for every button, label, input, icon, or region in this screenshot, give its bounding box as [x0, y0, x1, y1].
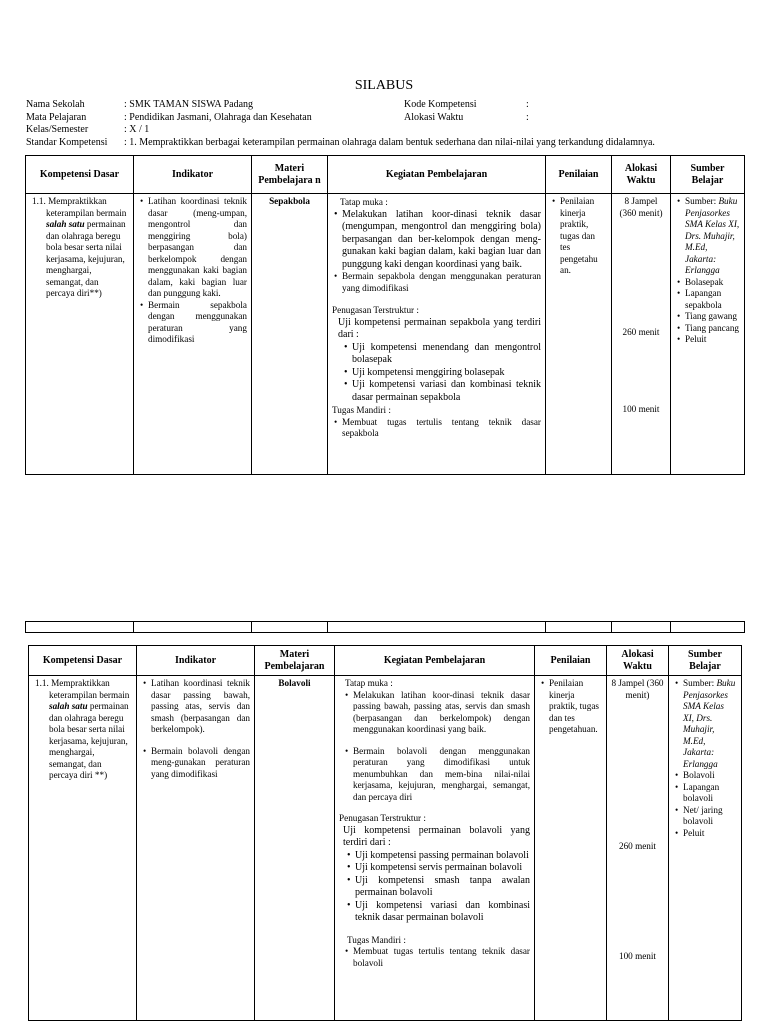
- col-header-alokasi: Alokasi Waktu: [612, 156, 671, 194]
- class-label: Kelas/Semester: [26, 124, 89, 135]
- alokasi-cell: 8 Jampel (360 menit) 260 menit 100 menit: [612, 194, 671, 475]
- indikator-cell: [137, 676, 255, 1021]
- alokasi-cell: 8 Jampel (360 menit) 260 menit 100 menit: [607, 676, 669, 1021]
- col-header-kegiatan: Kegiatan Pembelajaran: [328, 156, 546, 194]
- col-header-indikator: Indikator: [134, 156, 252, 194]
- col-header-sumber: Sumber Belajar: [671, 156, 745, 194]
- list-item: • Tiang pancang: [685, 323, 740, 335]
- sumber-cell: [669, 676, 742, 1021]
- syllabus-table-bolavoli: [28, 645, 742, 1021]
- kode-value: :: [526, 99, 529, 110]
- subject-label: Mata Pelajaran: [26, 111, 87, 123]
- col-header-materi: Materi Pembelajaran: [255, 646, 335, 676]
- list-item: • Uji kompetensi servis permainan bolavoli: [355, 862, 530, 875]
- kegiatan-cell: Tatap muka : • Melakukan latihan koor-dinasi teknik dasar (mengumpan, mengontrol dan menggiring bola) berpasangan dan ber-kelompok dengan meng-gunakan kaki bagian dalam, kaki bagian luar dan punggung kaki dengan koordinasi yang baik. • Bermain sepakbola dengan menggunakan peraturan yang dimodifikasi Penugasan Terstruktur : Uji kompetensi permainan sepakbola yang terdiri dari : • Uji kompetensi menendang dan mengontrol bolasepak • Uji kompetensi menggiring bolasepak • Uji kompetensi variasi dan kombinasi teknik dasar permainan sepakbola Tugas Mandiri : • Membuat tugas tertulis tentang teknik dasar sepakbola: [328, 194, 546, 475]
- list-item: • Bermain sepakbola dengan menggunakan peraturan yang dimodifikasi: [342, 271, 541, 294]
- list-item: • Uji kompetensi smash tanpa awalan permainan bolavoli: [355, 875, 530, 900]
- kd-cell: 1.1. Mempraktikkan keterampilan bermain salah satu permainan dan olahraga beregu bola besar serta nilai kerjasama, kejujuran, menghargai, semangat, dan percaya diri**): [26, 194, 134, 475]
- list-item: • Melakukan latihan koor-dinasi teknik dasar passing bawah, passing atas, servis dan smash (berpasangan dan berkelompok) dengan menggunakan koordinasi yang baik.: [353, 690, 530, 736]
- col-header-sumber: Sumber Belajar: [669, 646, 742, 676]
- list-item: • Sumber: Buku Penjasorkes SMA Kelas XI, Drs. Muhajir, M.Ed, Jakarta: Erlangga: [685, 196, 740, 277]
- list-item: • Membuat tugas tertulis tentang teknik dasar bolavoli: [353, 946, 530, 969]
- list-item: • Uji kompetensi menggiring bolasepak: [352, 367, 541, 380]
- col-header-kd: Kompetensi Dasar: [29, 646, 137, 676]
- penilaian-cell: [535, 676, 607, 1021]
- standard-label: Standar Kompetensi: [26, 136, 108, 148]
- materi-cell: Sepakbola: [252, 194, 328, 475]
- list-item: • Lapangan bolavoli: [683, 782, 737, 805]
- list-item: • Sumber: Buku Penjasorkes SMA Kelas XI, Drs. Muhajir, M.Ed, Jakarta: Erlangga: [683, 678, 737, 770]
- list-item: • Melakukan latihan koor-dinasi teknik dasar (mengumpan, mengontrol dan menggiring bola) berpasangan dan ber-kelompok dengan meng-gunakan kaki bagian dalam, kaki bagian luar dan punggung kaki dengan koordinasi yang baik.: [342, 209, 541, 272]
- penilaian-cell: [546, 194, 612, 475]
- col-header-penilaian: Penilaian: [546, 156, 612, 194]
- school-label: Nama Sekolah: [26, 99, 85, 110]
- list-item: • Latihan koordinasi teknik dasar passing bawah, passing atas, servis dan smash (berpasangan dan berkelompok).: [151, 678, 250, 736]
- list-item: • Uji kompetensi menendang dan mengontrol bolasepak: [352, 342, 541, 367]
- empty-table-row: [25, 621, 745, 633]
- class-value: : X / 1: [124, 124, 150, 135]
- col-header-kd: Kompetensi Dasar: [26, 156, 134, 194]
- col-header-materi: Materi Pembelajara n: [252, 156, 328, 194]
- list-item: • Uji kompetensi variasi dan kombinasi teknik dasar permainan sepakbola: [352, 379, 541, 404]
- list-item: • Bermain bolavoli dengan meng-gunakan peraturan yang dimodifikasi: [151, 746, 250, 781]
- list-item: • Bolavoli: [683, 770, 737, 782]
- page-title: SILABUS: [354, 78, 414, 93]
- list-item: • Latihan koordinasi teknik dasar (meng-umpan, mengontrol dan menggiring bola) berpasangan dan berkelompok dengan menggunakan kaki bagian dalam, kaki bagian luar dan punggung kaki.: [148, 196, 247, 300]
- list-item: • Bolasepak: [685, 277, 740, 289]
- list-item: • Tiang gawang: [685, 311, 740, 323]
- list-item: • Lapangan sepakbola: [685, 288, 740, 311]
- subject-value: : Pendidikan Jasmani, Olahraga dan Kesehatan: [124, 111, 312, 123]
- alokasi-label: Alokasi Waktu: [404, 111, 464, 123]
- indikator-cell: [134, 194, 252, 475]
- alokasi-value: :: [526, 111, 529, 123]
- standard-value: : 1. Mempraktikkan berbagai keterampilan permainan olahraga dalam bentuk sederhana dan nilai-nilai yang terkandung didalamnya.: [124, 136, 655, 148]
- col-header-alokasi: Alokasi Waktu: [607, 646, 669, 676]
- list-item: • Peluit: [685, 334, 740, 346]
- school-value: : SMK TAMAN SISWA Padang: [124, 99, 254, 110]
- list-item: • Penilaian kinerja praktik, tugas dan tes pengetahu an.: [560, 196, 607, 277]
- list-item: • Bermain bolavoli dengan menggunakan peraturan yang dimodifikasi untuk menumbuhkan dan mem-bina nilai-nilai kerjasama, kejujuran, menghargai, semangat, dan percaya diri: [353, 746, 530, 804]
- list-item: • Net/ jaring bolavoli: [683, 805, 737, 828]
- syllabus-table-sepakbola: [25, 155, 745, 475]
- col-header-kegiatan: Kegiatan Pembelajaran: [335, 646, 535, 676]
- list-item: • Membuat tugas tertulis tentang teknik dasar sepakbola: [342, 417, 541, 440]
- kegiatan-cell: Tatap muka : • Melakukan latihan koor-dinasi teknik dasar passing bawah, passing atas, servis dan smash (berpasangan dan berkelompok) dengan menggunakan koordinasi yang baik. • Bermain bolavoli dengan menggunakan peraturan yang dimodifikasi untuk menumbuhkan dan mem-bina nilai-nilai kerjasama, kejujuran, menghargai, semangat, dan percaya diri Penugasan Terstruktur : Uji kompetensi permainan bolavoli yang terdiri dari : • Uji kompetensi passing permainan bolavoli • Uji kompetensi servis permainan bolavoli • Uji kompetensi smash tanpa awalan permainan bolavoli • Uji kompetensi variasi dan kombinasi teknik dasar permainan bolavoli Tugas Mandiri : • Membuat tugas tertulis tentang teknik dasar bolavoli: [335, 676, 535, 1021]
- list-item: • Peluit: [683, 828, 737, 840]
- col-header-indikator: Indikator: [137, 646, 255, 676]
- sumber-cell: [671, 194, 745, 475]
- kode-label: Kode Kompetensi: [404, 99, 477, 110]
- list-item: • Bermain sepakbola dengan menggunakan peraturan yang dimodifikasi: [148, 300, 247, 346]
- kd-cell: 1.1. Mempraktikkan keterampilan bermain salah satu permainan dan olahraga beregu bola besar serta nilai kerjasama, kejujuran, menghargai, semangat, dan percaya diri **): [29, 676, 137, 1021]
- materi-cell: Bolavoli: [255, 676, 335, 1021]
- list-item: • Uji kompetensi variasi dan kombinasi teknik dasar permainan bolavoli: [355, 900, 530, 925]
- list-item: • Uji kompetensi passing permainan bolavoli: [355, 850, 530, 863]
- col-header-penilaian: Penilaian: [535, 646, 607, 676]
- list-item: • Penilaian kinerja praktik, tugas dan tes pengetahuan.: [549, 678, 602, 736]
